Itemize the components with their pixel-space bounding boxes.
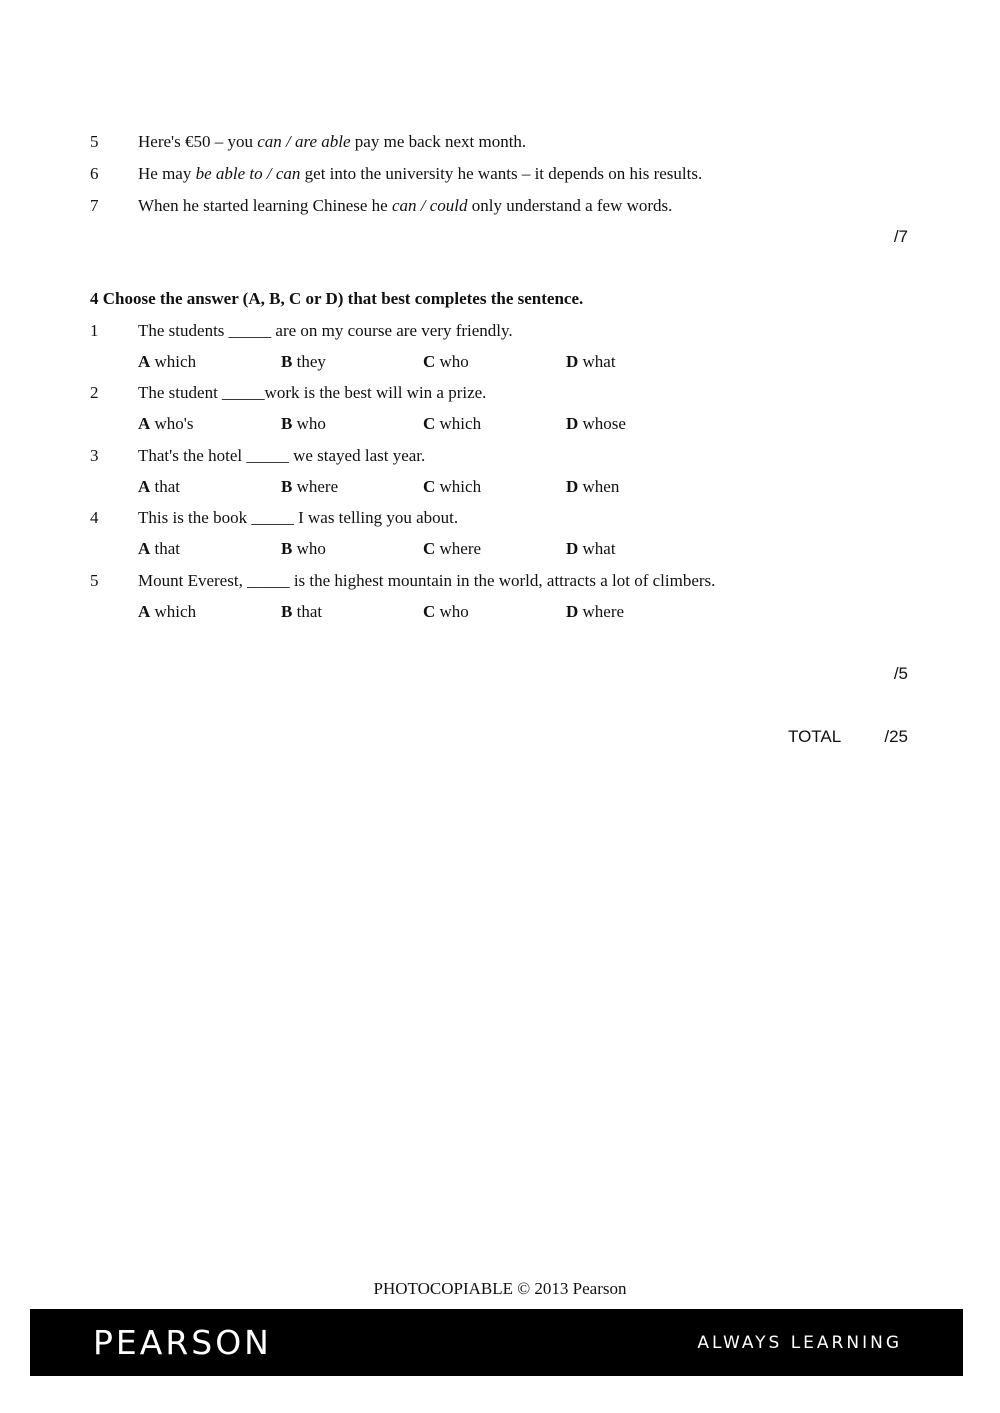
option-b[interactable]: B where [281,477,339,496]
total-label: TOTAL [788,727,842,746]
question-text: The student _____work is the best will win a prize. [138,383,487,402]
choice-text: can / are able [257,132,351,151]
option-b[interactable]: B who [281,539,326,558]
option-d[interactable]: D what [566,352,616,371]
option-d[interactable]: D whose [566,414,626,433]
option-b[interactable]: B they [281,352,326,371]
item-text: Here's €50 – you can / are able pay me back next month. [138,132,527,151]
option-a[interactable]: A that [138,539,181,558]
question-number: 5 [90,571,99,590]
pearson-logo: PEARSON [93,1323,272,1362]
option-c[interactable]: C where [423,539,482,558]
question-number: 1 [90,321,99,340]
question-number: 4 [90,508,99,527]
item-text: When he started learning Chinese he can / could only understand a few words. [138,196,673,215]
item-number: 6 [90,164,99,183]
option-b[interactable]: B who [281,414,326,433]
choice-text: be able to / can [195,164,301,183]
tagline: ALWAYS LEARNING [697,1333,902,1353]
s4-heading: 4 Choose the answer (A, B, C or D) that best completes the sentence. [90,289,584,308]
option-d[interactable]: D where [566,602,625,621]
option-b[interactable]: B that [281,602,323,621]
option-d[interactable]: D what [566,539,616,558]
option-d[interactable]: D when [566,477,620,496]
s4-score: /5 [893,664,908,683]
option-c[interactable]: C which [423,414,482,433]
item-text: He may be able to / can get into the university he wants – it depends on his results. [138,164,703,183]
item-number: 7 [90,196,99,215]
s3-score: /7 [893,227,908,246]
option-a[interactable]: A who's [138,414,194,433]
question-text: Mount Everest, _____ is the highest mountain in the world, attracts a lot of climbers. [138,571,716,590]
question-number: 3 [90,446,99,465]
question-number: 2 [90,383,99,402]
item-number: 5 [90,132,99,151]
option-c[interactable]: C who [423,602,469,621]
option-a[interactable]: A which [138,602,197,621]
total-score: /25 [884,727,908,746]
question-text: The students _____ are on my course are very friendly. [138,321,513,340]
choice-text: can / could [391,196,468,215]
copyright-notice: PHOTOCOPIABLE © 2013 Pearson [373,1279,627,1298]
question-text: This is the book _____ I was telling you about. [138,508,459,527]
option-c[interactable]: C who [423,352,469,371]
option-c[interactable]: C which [423,477,482,496]
option-a[interactable]: A that [138,477,181,496]
question-text: That's the hotel _____ we stayed last year. [138,446,426,465]
footer-bar [30,1309,963,1376]
option-a[interactable]: A which [138,352,197,371]
